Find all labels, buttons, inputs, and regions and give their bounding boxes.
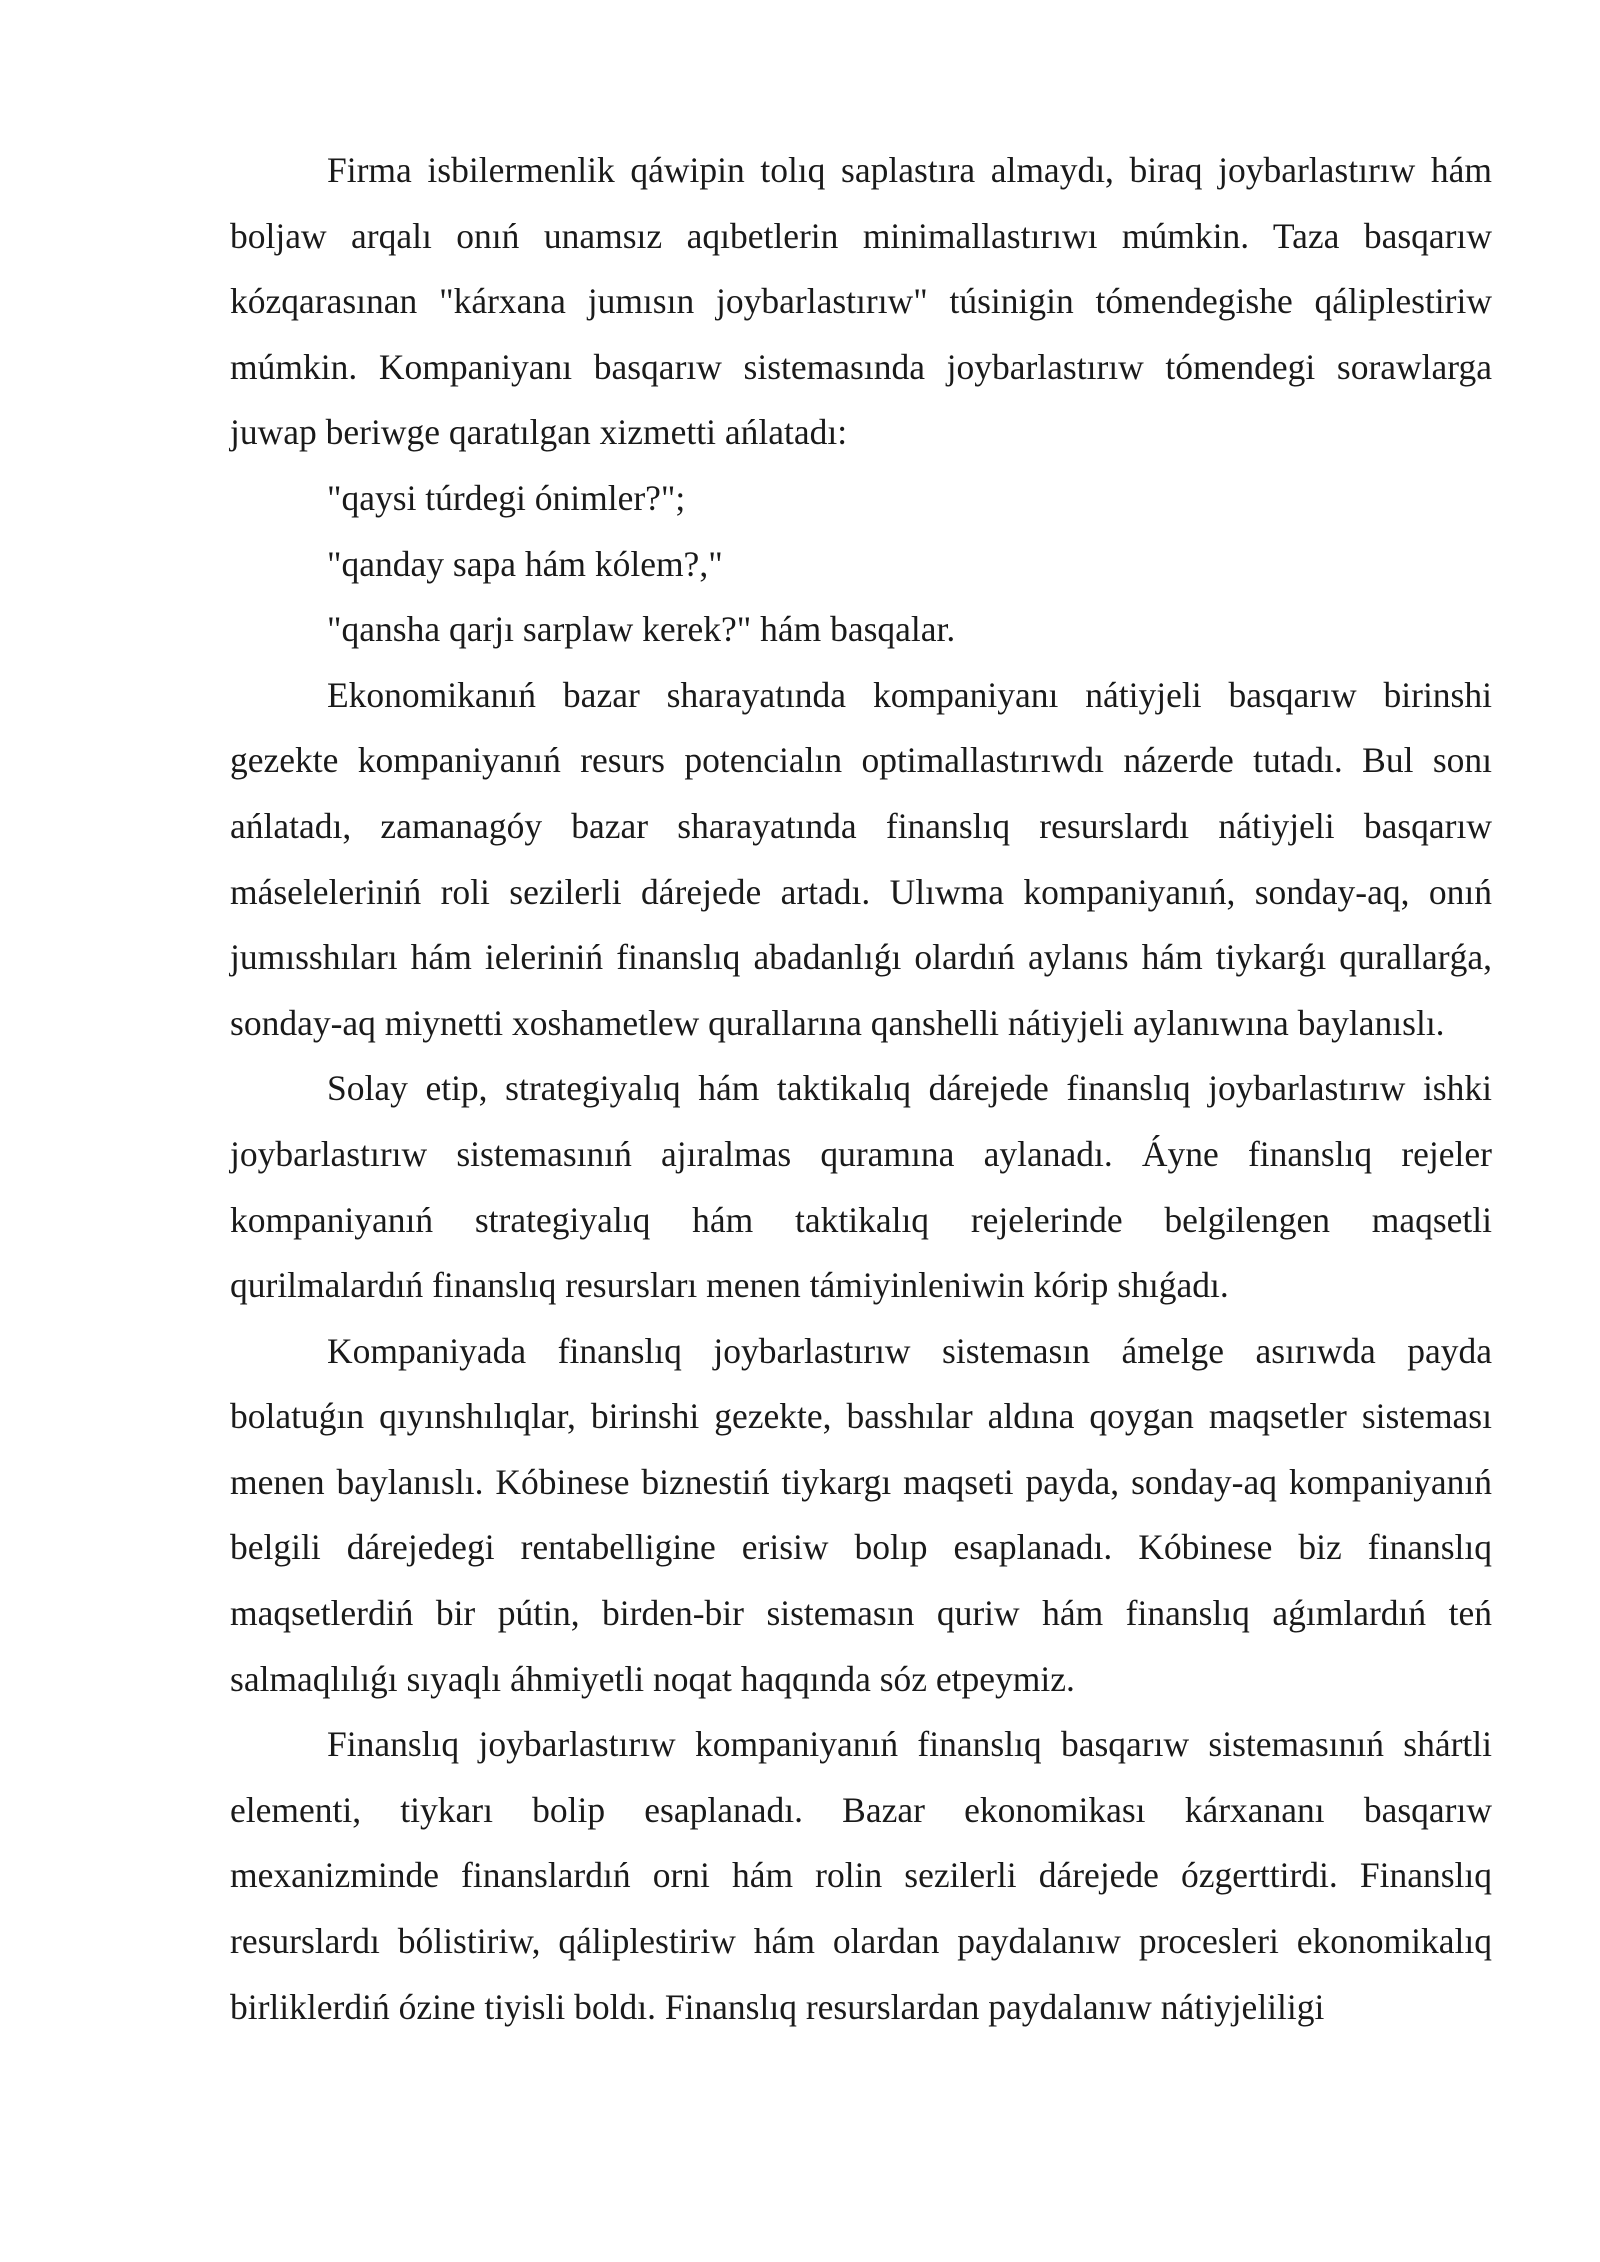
question-item: "qaysi túrdegi ónimler?"; — [327, 477, 686, 518]
document-page — [230, 138, 1492, 2040]
paragraph-strategic-planning: Solay etip, strategiyalıq hám taktikalıq dárejede finanslıq joybarlastırıw ishki joybarlastırıw sistemasınıń ajıralmas quramına aylanadı. Áyne finanslıq rejeler kompaniyanıń strategiyalıq hám taktikalıq rejelerinde belgilengen maqsetli qurilmalardıń finanslıq resursları menen támiyinleniwin kórip shıǵadı. — [230, 1068, 1492, 1306]
paragraph-financial-planning: Finanslıq joybarlastırıw kompaniyanıń finanslıq basqarıw sistemasınıń shártli elementi, tiykarı bolip esaplanadı. Bazar ekonomikası kárxananı basqarıw mexanizminde finanslardıń orni hám rolin sezilerli dárejede ózgerttirdi. Finanslıq resurslardı bólistiriw, qáliplestiriw hám olardan paydalanıw procesleri ekonomikalıq birliklerdiń ózine tiyisli boldı. Finanslıq resurslardan paydalanıw nátiyjeliligi — [230, 1724, 1492, 2027]
question-item: "qansha qarjı sarplaw kerek?" hám basqalar. — [327, 609, 956, 650]
paragraph-market-conditions: Ekonomikanıń bazar sharayatında kompaniyanı nátiyjeli basqarıw birinshi gezekte kompaniyanıń resurs potencialın optimallastırıwdı názerde tutadı. Bul sonı ańlatadı, zamanagóy bazar sharayatında finanslıq resurslardı nátiyjeli basqarıw máseleleriniń roli sezilerli dárejede artadı. Ulıwma kompaniyanıń, sonday-aq, onıń jumısshıları hám ieleriniń finanslıq abadanlıǵı olardıń aylanıs hám tiykarǵı qurallarǵa, sonday-aq miynetti xoshametlew qurallarına qanshelli nátiyjeli aylanıwına baylanıslı. — [230, 674, 1492, 1043]
question-item: "qanday sapa hám kólem?," — [327, 543, 723, 584]
paragraph-intro: Firma isbilermenlik qáwipin tolıq saplastıra almaydı, biraq joybarlastırıw hám boljaw arqalı onıń unamsız aqıbetlerin minimallastırıwı múmkin. Taza basqarıw kózqarasınan "kárxana jumısın joybarlastırıw" túsinigin tómendegishe qáliplestiriw múmkin. Kompaniyanı basqarıw sistemasında joybarlastırıw tómendegi sorawlarga juwap beriwge qaratılgan xizmetti ańlatadı: — [230, 150, 1492, 453]
paragraph-planning-difficulties: Kompaniyada finanslıq joybarlastırıw sistemasın ámelge asırıwda payda bolatuǵın qıyınshılıqlar, birinshi gezekte, basshılar aldına qoygan maqsetler sisteması menen baylanıslı. Kóbinese biznestiń tiykargı maqseti payda, sonday-aq kompaniyanıń belgili dárejedegi rentabelligine erisiw bolıp esaplanadı. Kóbinese biz finanslıq maqsetlerdiń bir pútin, birden-bir sistemasın quriw hám finanslıq aǵımlardıń teń salmaqlılıǵı sıyaqlı áhmiyetli noqat haqqında sóz etpeymiz. — [230, 1330, 1492, 1699]
